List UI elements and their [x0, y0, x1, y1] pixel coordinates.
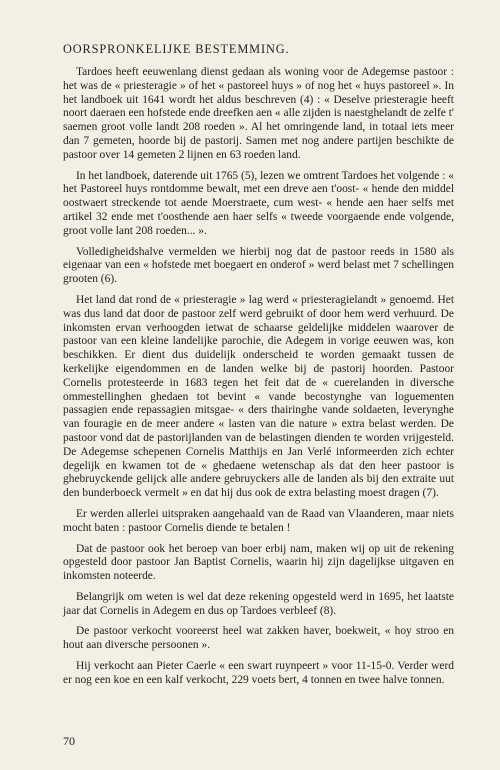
paragraph: Tardoes heeft eeuwenlang dienst gedaan als woning voor de Adegemse pastoor : het was de « priesteragie » of het « pastoreel huys » of nog het « huys pastoreel ». In het landboek uit 1641 wordt het aldus beschreven (4) : « Deselve priesteragie heeft noort daeraen een hofstede ende dreefken aen « alle zijden is naestghelandt de zelfe t' saemen groot volle landt 208 roeden ». Al het omringende land, in totaal iets meer dan 7 gemeten, hoorde bij de pastorij. Samen met nog andere partijen beschikte de pastoor over 14 gemeten 2 lijnen en 63 roeden land. [63, 66, 454, 161]
section-heading: OORSPRONKELIJKE BESTEMMING. [63, 42, 290, 56]
paragraph: Dat de pastoor ook het beroep van boer erbij nam, maken wij op uit de rekening opgesteld door pastoor Jan Baptist Cornelis, waarin hij zijn dagelijkse uitgaven en inkomsten noteerde. [63, 542, 454, 583]
paragraph: Volledigheidshalve vermelden we hierbij nog dat de pastoor reeds in 1580 als eigenaar van een « hofstede met boegaert en onderof » werd belast met 7 schellingen grooten (6). [63, 245, 454, 286]
paragraph: Het land dat rond de « priesteragie » lag werd « priesteragielandt » genoemd. Het was dus land dat door de pastoor zelf werd gebruikt of door hem werd verhuurd. De inkomsten ervan verhoogden ietwat de schaarse geldelijke middelen waarover de pastoor van een kleine landelijke parochie, die Adegem in vorige eeuwen was, kon beschikken. Er dient dus duidelijk onderscheid te worden gemaakt tussen de kerkelijke eigendommen en de landen welke bij de pastorij hoorden. Pastoor Cornelis protesteerde in 1683 tegen het feit dat de « cuerelanden in diversche ommestellinghen ghedaen tot bevint « vande becostynghe van loguementen passagien ende repassagien mitsgae- « ders thairinghe vande soldaeten, leverynghe van fouragie en de meer andere « lasten van die nature » extra belast werden. De pastoor vond dat de pastorijlanden van de belastingen dienden te worden vrijgesteld. De Adegemse schepenen Cornelis Matthijs en Jan Verlé informeerden zich echter degelijk en kwamen tot de « ghedaene wetenschap als dat den heer pastoor is ghebruyckende gelijck alle andere gebruyckers alle de landen als bij den extraite uut den bunderboeck vermelt » en dat hij dus ook de extra belasting moest dragen (7). [63, 293, 454, 500]
paragraph: Er werden allerlei uitspraken aangehaald van de Raad van Vlaanderen, maar niets mocht baten : pastoor Cornelis diende te betalen ! [63, 507, 454, 534]
body-text [63, 66, 454, 695]
page-number: 70 [63, 734, 75, 748]
paragraph: Hij verkocht aan Pieter Caerle « een swart ruynpeert » voor 11-15-0. Verder werd er nog een koe en een kalf verkocht, 229 voets bert, 4 tonnen en twee halve tonnen. [63, 660, 454, 686]
paragraph: Belangrijk om weten is wel dat deze rekening opgesteld werd in 1695, het laatste jaar dat Cornelis in Adegem en dus op Tardoes verbleef (8). [63, 590, 454, 617]
paragraph: De pastoor verkocht vooreerst heel wat zakken haver, boekweit, « hoy stroo en hout aan diversche persoonen ». [63, 625, 454, 652]
paragraph: In het landboek, daterende uit 1765 (5), lezen we omtrent Tardoes het volgende : « het Pastoreel huys rontdomme bewalt, met een dreve aen t'oost- « hende den middel oostwaert streckende tot aende Moerstraete, cum west- « hende aen haer selfs met artikel 32 ende met t'oosthende aen haer selfs « tweede voorgaende ende volgende, groot volle lant 208 roeden... ». [63, 169, 454, 237]
